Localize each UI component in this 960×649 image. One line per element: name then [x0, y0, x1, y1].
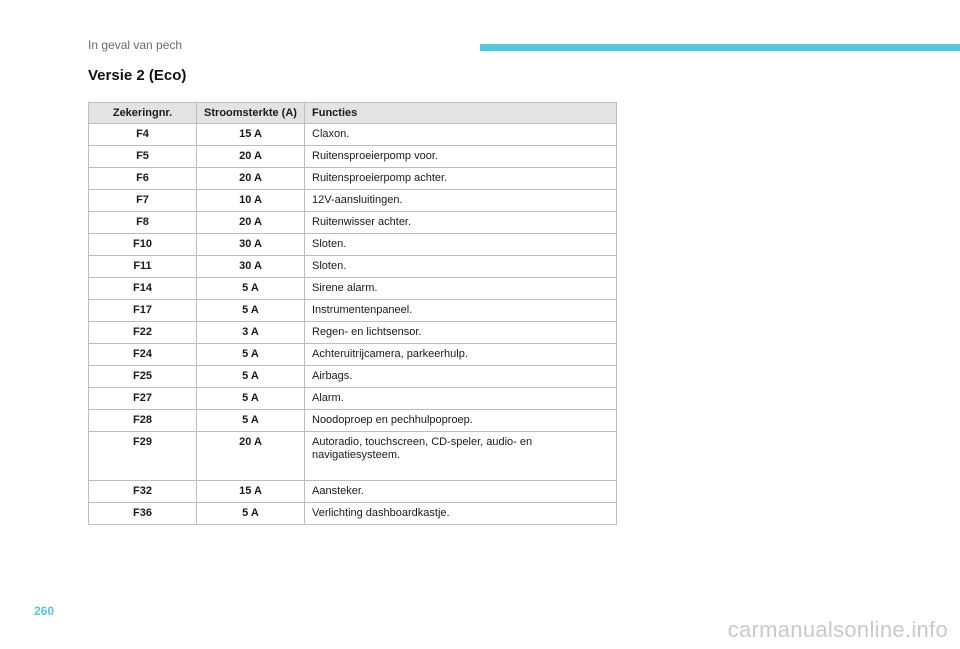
- table-body: [89, 124, 617, 525]
- fuse-number-cell: F22: [89, 322, 197, 344]
- table-row: [89, 432, 617, 481]
- function-cell: Sirene alarm.: [305, 278, 617, 300]
- amperage-cell: 20 A: [197, 146, 305, 168]
- fuse-number-cell: F10: [89, 234, 197, 256]
- page-number: 260: [34, 604, 55, 618]
- fuse-number-cell: F36: [89, 503, 197, 525]
- function-cell: Sloten.: [305, 256, 617, 278]
- amperage-cell: 5 A: [197, 366, 305, 388]
- amperage-cell: 5 A: [197, 410, 305, 432]
- amperage-cell: 20 A: [197, 212, 305, 234]
- fuse-number-cell: F29: [89, 432, 197, 481]
- function-cell: Airbags.: [305, 366, 617, 388]
- table-row: [89, 212, 617, 234]
- fuse-table: [88, 102, 617, 525]
- function-cell: Noodoproep en pechhulpoproep.: [305, 410, 617, 432]
- amperage-cell: 20 A: [197, 168, 305, 190]
- fuse-number-cell: F25: [89, 366, 197, 388]
- table-row: [89, 146, 617, 168]
- function-cell: Alarm.: [305, 388, 617, 410]
- amperage-cell: 15 A: [197, 481, 305, 503]
- fuse-number-cell: F5: [89, 146, 197, 168]
- amperage-cell: 3 A: [197, 322, 305, 344]
- column-header-amperage: Stroomsterkte (A): [197, 103, 305, 124]
- function-cell: Verlichting dashboardkastje.: [305, 503, 617, 525]
- amperage-cell: 5 A: [197, 278, 305, 300]
- page-title: Versie 2 (Eco): [88, 67, 187, 84]
- function-cell: Autoradio, touchscreen, CD-speler, audio- en navigatiesysteem.: [305, 432, 617, 481]
- table-header-row: [89, 103, 617, 124]
- fuse-number-cell: F24: [89, 344, 197, 366]
- table-row: [89, 322, 617, 344]
- fuse-number-cell: F32: [89, 481, 197, 503]
- function-cell: Achteruitrijcamera, parkeerhulp.: [305, 344, 617, 366]
- amperage-cell: 10 A: [197, 190, 305, 212]
- amperage-cell: 5 A: [197, 300, 305, 322]
- fuse-number-cell: F14: [89, 278, 197, 300]
- function-cell: Claxon.: [305, 124, 617, 146]
- function-cell: Regen- en lichtsensor.: [305, 322, 617, 344]
- amperage-cell: 15 A: [197, 124, 305, 146]
- table-row: [89, 124, 617, 146]
- function-cell: Instrumentenpaneel.: [305, 300, 617, 322]
- table-row: [89, 410, 617, 432]
- amperage-cell: 20 A: [197, 432, 305, 481]
- table-row: [89, 300, 617, 322]
- table-row: [89, 366, 617, 388]
- table-row: [89, 168, 617, 190]
- table-row: [89, 481, 617, 503]
- amperage-cell: 30 A: [197, 256, 305, 278]
- table-row: [89, 234, 617, 256]
- function-cell: Ruitenwisser achter.: [305, 212, 617, 234]
- column-header-fuse: Zekeringnr.: [89, 103, 197, 124]
- amperage-cell: 5 A: [197, 344, 305, 366]
- function-cell: Ruitensproeierpomp voor.: [305, 146, 617, 168]
- function-cell: Aansteker.: [305, 481, 617, 503]
- amperage-cell: 5 A: [197, 503, 305, 525]
- section-label: In geval van pech: [88, 38, 183, 52]
- table-row: [89, 388, 617, 410]
- table-row: [89, 503, 617, 525]
- watermark: carmanualsonline.info: [727, 617, 948, 642]
- fuse-number-cell: F4: [89, 124, 197, 146]
- table-row: [89, 344, 617, 366]
- table-row: [89, 190, 617, 212]
- fuse-number-cell: F27: [89, 388, 197, 410]
- table-row: [89, 278, 617, 300]
- function-cell: Ruitensproeierpomp achter.: [305, 168, 617, 190]
- fuse-number-cell: F6: [89, 168, 197, 190]
- amperage-cell: 5 A: [197, 388, 305, 410]
- table-row: [89, 256, 617, 278]
- header-accent-bar: [480, 44, 960, 51]
- function-cell: Sloten.: [305, 234, 617, 256]
- fuse-number-cell: F28: [89, 410, 197, 432]
- function-cell: 12V-aansluitingen.: [305, 190, 617, 212]
- column-header-functions: Functies: [305, 103, 617, 124]
- fuse-number-cell: F11: [89, 256, 197, 278]
- fuse-number-cell: F8: [89, 212, 197, 234]
- fuse-number-cell: F7: [89, 190, 197, 212]
- amperage-cell: 30 A: [197, 234, 305, 256]
- fuse-number-cell: F17: [89, 300, 197, 322]
